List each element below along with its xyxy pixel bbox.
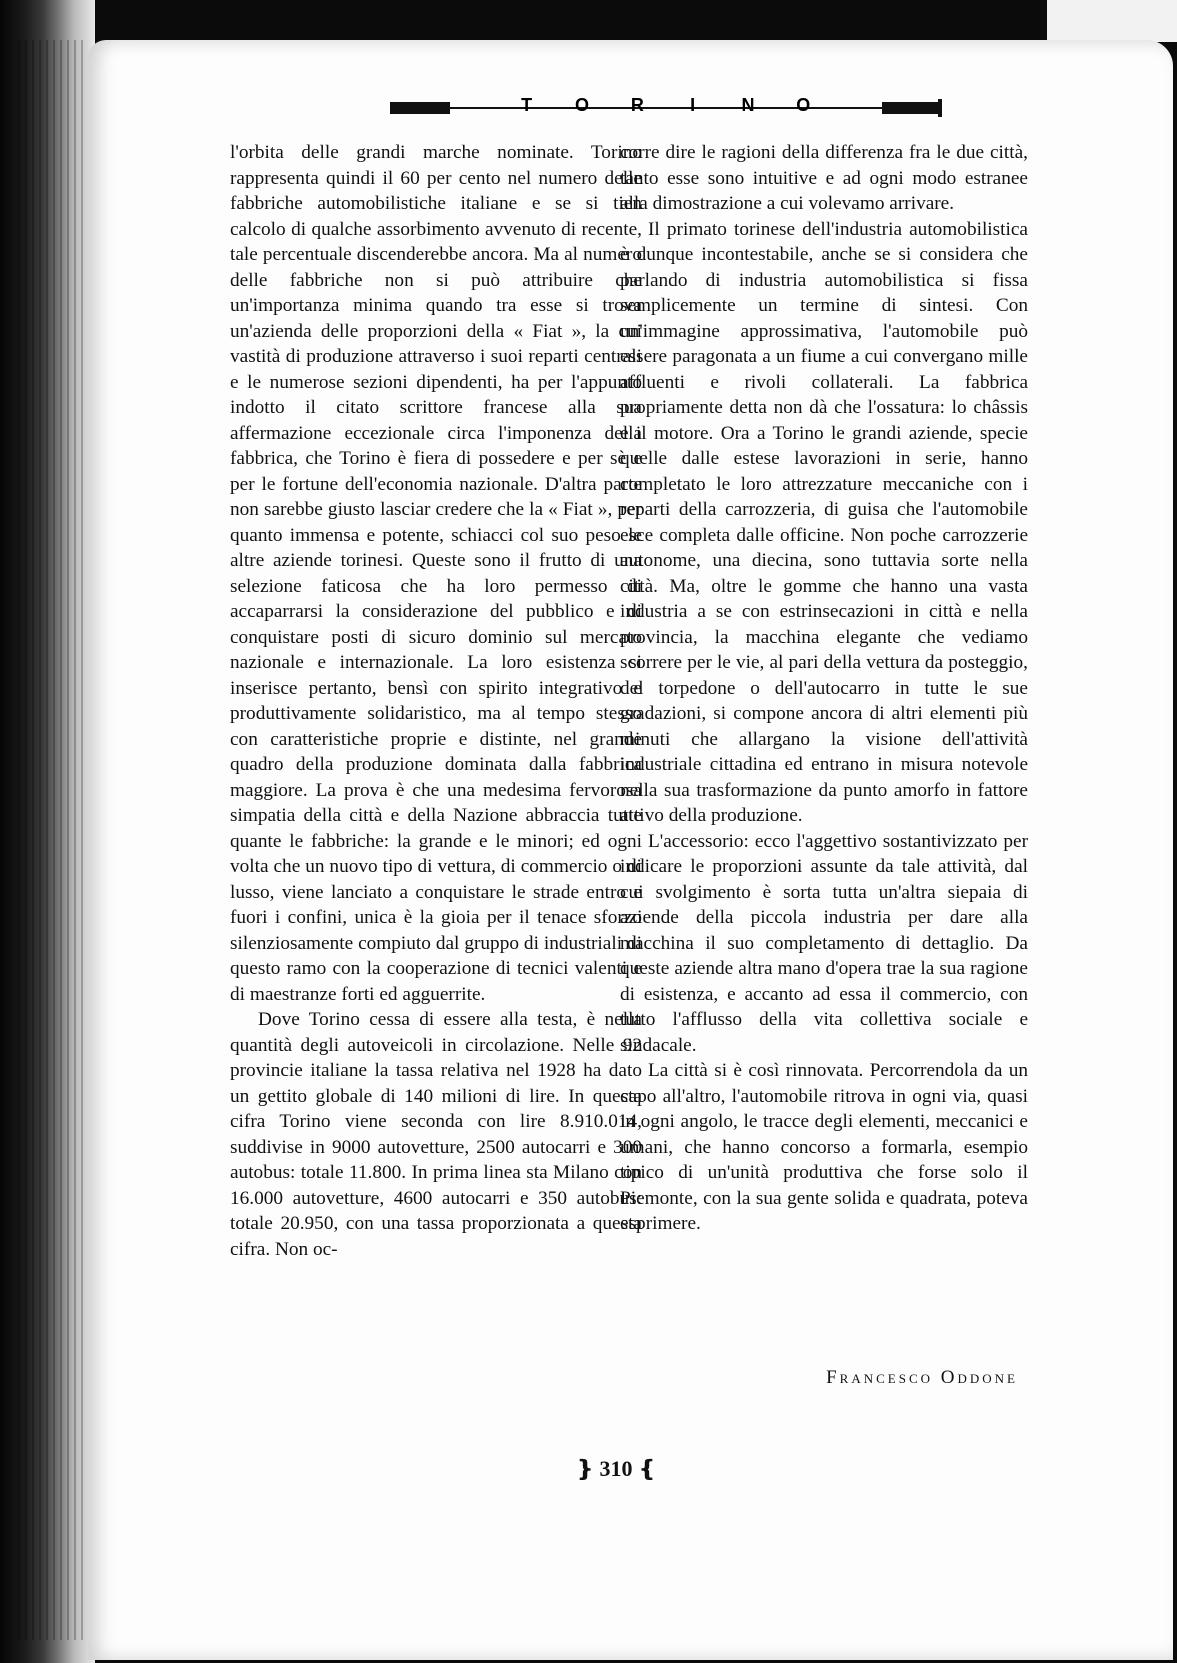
left-column [230,140,642,1262]
paragraph: Il primato torinese dell'industria automobilistica è dunque incontestabile, anche se si considera che parlando di industria automobilistica si fissa semplicemente un termine di sintesi. Con un'immagine approssimativa, l'automobile può essere paragonata a un fiume a cui convergano mille affluenti e rivoli collaterali. La fabbrica propriamente detta non dà che l'ossatura: lo châssis e il motore. Ora a Torino le grandi aziende, specie quelle dalle estese lavorazioni in serie, hanno completato le loro attrezzature meccaniche con i reparti della carrozzeria, di guisa che l'automobile esce completa dalle officine. Non poche carrozzerie autonome, una diecina, sono tuttavia sorte nella città. Ma, oltre le gomme che hanno una vasta industria a se con estrinsecazioni in città e nella provincia, la macchina elegante che vediamo scorrere per le vie, al pari della vettura da posteggio, del torpedone o dell'autocarro in tutte le sue gradazioni, si compone ancora di altri elementi più minuti che allargano la visione dell'attività industriale cittadina ed entrano in misura notevole nella sua trasformazione da punto amorfo in fattore attivo della produzione. [620,218,1028,826]
paragraph: L'accessorio: ecco l'aggettivo sostantivizzato per indicare le proporzioni assunte da tale attività, dal cui svolgimento è sorta tutta un'altra siepaia di aziende della piccola industria per dare alla macchina il suo completamento di dettaglio. Da queste aziende altra mano d'opera trae la sua ragione di esistenza, e accanto ad essa il commercio, con tutto l'afflusso della vita collettiva sociale e sindacale. [620,830,1028,1056]
header-title [390,95,942,119]
page-number [556,1456,676,1482]
header-letter: O [796,95,813,115]
header-letter: T [521,95,535,115]
header-letter: I [690,95,698,115]
page-number-value: 310 [599,1456,633,1481]
header-letter: O [574,95,591,115]
header-letter: N [741,95,757,115]
right-column [620,140,1028,1237]
paragraph: corre dire le ragioni della differenza fra le due città, tanto esse sono intuitive e ad ogni modo estranee alla dimostrazione a cui volevamo arrivare. [620,142,1028,214]
folio-ornament-right: ❴ [638,1456,657,1481]
scan-corner [1047,0,1177,42]
header-letter: R [630,95,646,115]
spine-page-edges [18,40,88,1640]
author-signature: Francesco Oddone [826,1367,1018,1388]
paragraph: Dove Torino cessa di essere alla testa, è nella quantità degli autoveicoli in circolazione. Nelle 92 provincie italiane la tassa relativa nel 1928 ha dato un gettito globale di 140 milioni di lire. In questa cifra Torino viene seconda con lire 8.910.014, suddivise in 9000 autovetture, 2500 autocarri e 300 autobus: totale 11.800. In prima linea sta Milano con 16.000 autovetture, 4600 autocarri e 350 autobus: totale 20.950, con una tassa proporzionata a questa cifra. Non oc- [230,1009,642,1260]
folio-ornament-left: ❵ [575,1456,594,1481]
paragraph: l'orbita delle grandi marche nominate. Torino rappresenta quindi il 60 per cento nel numero delle fabbriche automobilistiche italiane e se si tien calcolo di qualche assorbimento avvenuto di recente, tale percentuale discenderebbe ancora. Ma al numero delle fabbriche non si può attribuire che un'importanza minima quando tra esse si trova un'azienda delle proporzioni della « Fiat », la cui vastità di produzione attraverso i suoi reparti centrali e le numerose sezioni dipendenti, ha per l'appunto indotto il citato scrittore francese alla sua affermazione eccezionale circa l'imponenza della fabbrica, che Torino è fiera di possedere e per sè e per le fortune dell'economia nazionale. D'altra parte non sarebbe giusto lasciar credere che la « Fiat », per quanto immensa e potente, schiacci col suo peso le altre aziende torinesi. Queste sono il frutto di una selezione faticosa che ha loro permesso di accaparrarsi la considerazione del pubblico e di conquistare posti di sicuro dominio sul mercato nazionale e internazionale. La loro esistenza si inserisce pertanto, bensì con spirito integrativo e produttivamente solidaristico, ma al tempo stesso con caratteristiche proprie e distinte, nel grande quadro della produzione dominata dalla fabbrica maggiore. La prova è che una medesima fervorosa simpatia della città e della Nazione abbraccia tutte quante le fabbriche: la grande e le minori; ed ogni volta che un nuovo tipo di vettura, di commercio o di lusso, viene lanciato a conquistare le strade entro e fuori i confini, unica è la gioia per il tenace sforzo silenziosamente compiuto dal gruppo di industriali di questo ramo con la cooperazione di tecnici valenti e di maestranze forti ed agguerrite. [230,142,642,1005]
running-header [390,95,942,117]
paragraph: La città si è così rinnovata. Percorrendola da un capo all'altro, l'automobile ritrova in ogni via, quasi in ogni angolo, le tracce degli elementi, meccanici e umani, che hanno concorso a formarla, esempio tipico di un'unità produttiva che forse solo il Piemonte, con la sua gente solida e quadrata, poteva esprimere. [620,1060,1028,1234]
